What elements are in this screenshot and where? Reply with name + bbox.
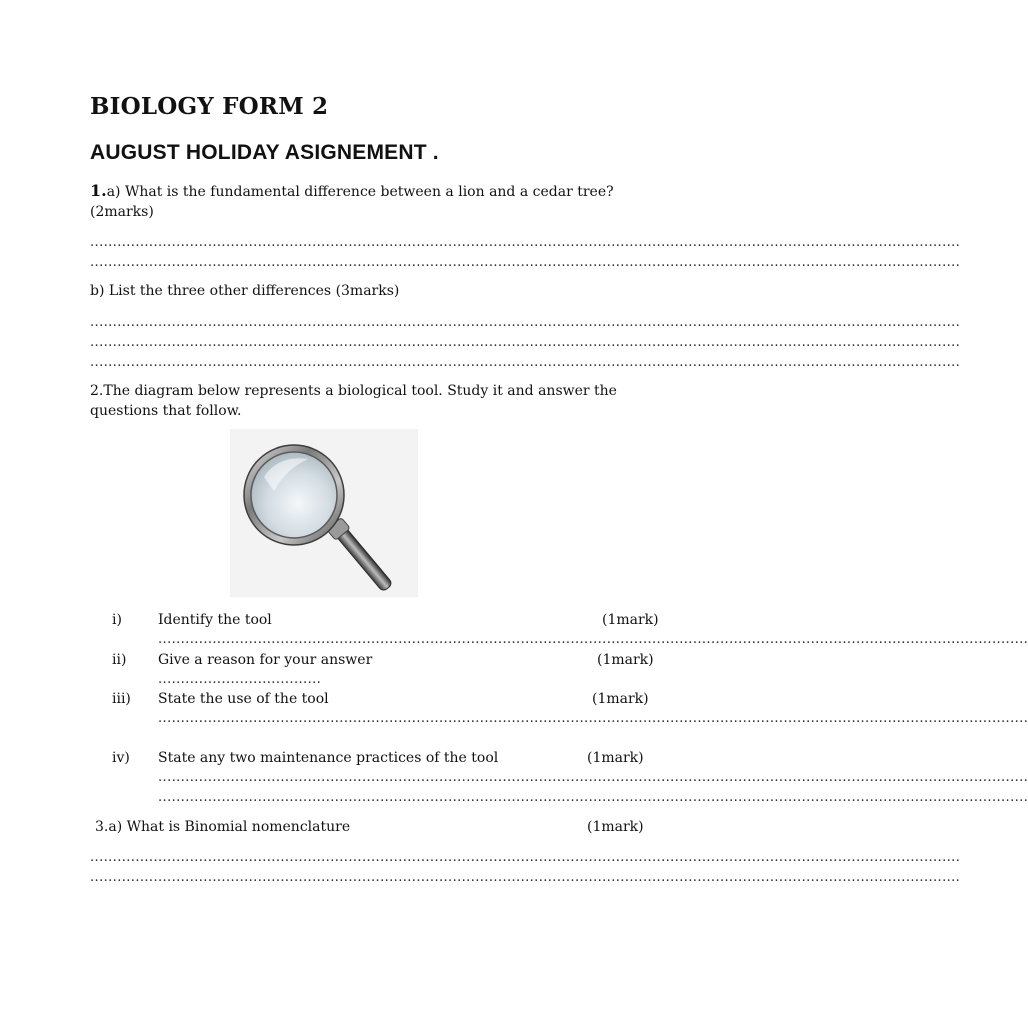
short-answer-line[interactable]: .................................... (158, 672, 322, 687)
question-1a (90, 181, 614, 202)
answer-line[interactable]: ................................................................................................................................................................................................ (90, 255, 961, 270)
answer-line[interactable]: ................................................................................................................................................................................................ (90, 235, 961, 250)
answer-line[interactable]: ................................................................................................................................................................................................ (90, 315, 961, 330)
answer-line[interactable]: ................................................................................................................................................................................................ (158, 790, 1028, 805)
answer-line[interactable]: ................................................................................................................................................................................................ (158, 711, 1028, 726)
question-3a: 3.a) What is Binomial nomenclature (95, 819, 351, 835)
answer-line[interactable]: ................................................................................................................................................................................................ (90, 335, 961, 350)
answer-line[interactable]: ................................................................................................................................................................................................ (90, 870, 961, 885)
item-marks: (1mark) (602, 612, 659, 628)
magnifying-glass-icon (230, 429, 418, 597)
question-2-intro-cont: questions that follow. (90, 403, 242, 419)
question-1b: b) List the three other differences (3marks) (90, 283, 400, 299)
question-marks: (2marks) (90, 204, 154, 220)
question-2-intro: 2.The diagram below represents a biological tool. Study it and answer the (90, 383, 617, 399)
tool-figure (230, 429, 418, 597)
item-number: i) (112, 612, 122, 628)
answer-line[interactable]: ................................................................................................................................................................................................ (158, 770, 1028, 785)
answer-line[interactable]: ................................................................................................................................................................................................ (90, 850, 961, 865)
item-number: ii) (112, 652, 127, 668)
page-title: BIOLOGY FORM 2 (90, 93, 329, 120)
answer-line[interactable]: ................................................................................................................................................................................................ (158, 632, 1028, 647)
page-subtitle: AUGUST HOLIDAY ASIGNEMENT . (90, 141, 439, 164)
item-number: iv) (112, 750, 130, 766)
question-number: 1. (90, 181, 107, 200)
question-text: a) What is the fundamental difference between a lion and a cedar tree? (106, 184, 614, 200)
item-marks: (1mark) (592, 691, 649, 707)
item-marks: (1mark) (597, 652, 654, 668)
item-number: iii) (112, 691, 131, 707)
item-text: Give a reason for your answer (158, 652, 373, 668)
answer-line[interactable]: ................................................................................................................................................................................................ (90, 355, 961, 370)
item-marks: (1mark) (587, 750, 644, 766)
item-text: State the use of the tool (158, 691, 329, 707)
item-text: Identify the tool (158, 612, 272, 628)
question-marks: (1mark) (587, 819, 644, 835)
item-text: State any two maintenance practices of the tool (158, 750, 499, 766)
